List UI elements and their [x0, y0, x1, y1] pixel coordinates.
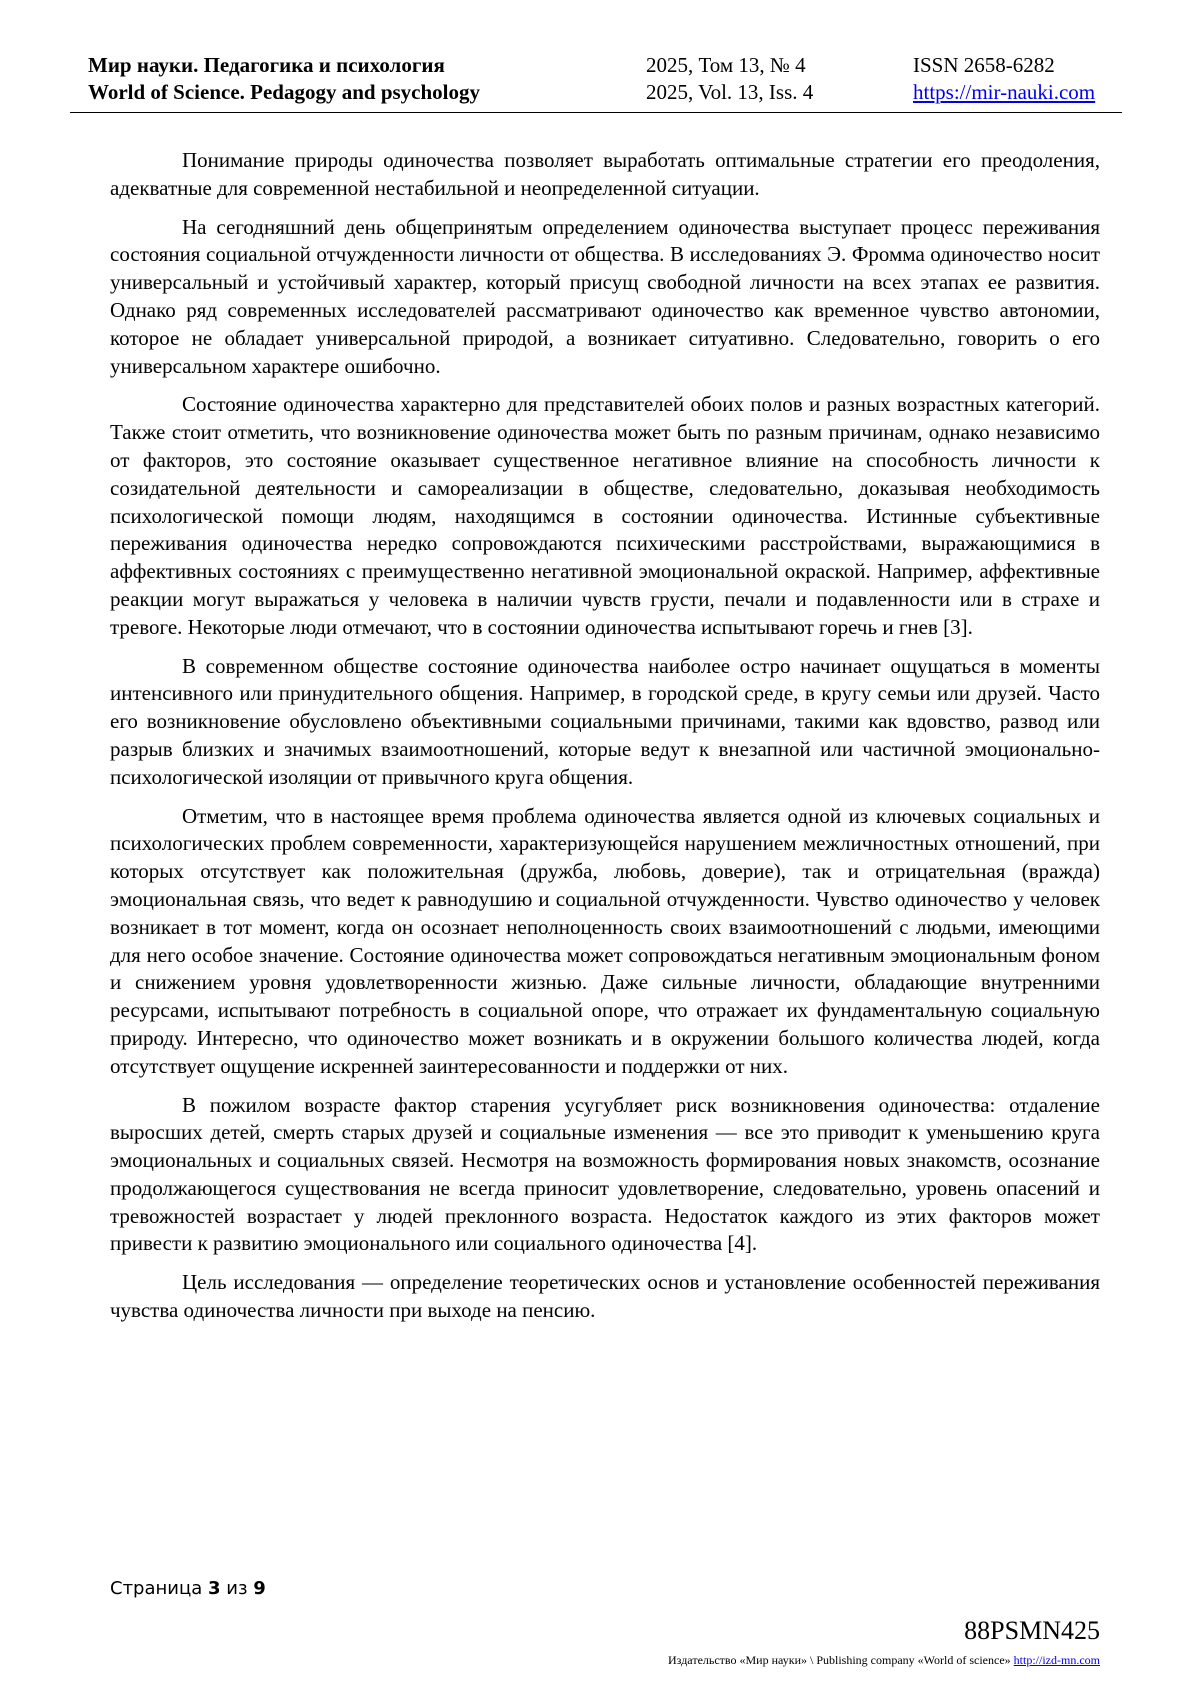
issue-en: 2025, Vol. 13, Iss. 4 [646, 80, 814, 104]
journal-title-en: World of Science. Pedagogy and psychology [88, 80, 481, 104]
page-label: Страница [110, 1578, 203, 1599]
paragraph-1: Понимание природы одиночества позволяет выработать оптимальные стратегии его преодоления, адекватные для современной нестабильной и неопределенной ситуации. [110, 148, 1100, 200]
issn: ISSN 2658-6282 [913, 53, 1055, 77]
page-number [110, 1578, 266, 1599]
paragraph-4: В современном обществе состояние одиночества наиболее остро начинает ощущаться в моменты интенсивного или принудительного общения. Например, в городской среде, в кругу семьи или друзей. Часто его возникновение обусловлено объективными социальными причинами, такими как вдовство, развод или разрыв близких и значимых взаимоотношений, которые ведут к внезапной или частичной эмоционально-психологической изоляции от привычного круга общения. [110, 653, 1100, 789]
issue-ru: 2025, Том 13, № 4 [646, 53, 806, 77]
publisher-url-link[interactable]: http://izd-mn.com [1013, 1653, 1100, 1667]
issn-block [913, 52, 1095, 106]
publisher-text: Издательство «Мир науки» \ Publishing company «World of science» [668, 1653, 1011, 1667]
paragraph-2: На сегодняшний день общепринятым определением одиночества выступает процесс переживания состояния социальной отчужденности личности от общества. В исследованиях Э. Фромма одиночество носит универсальный и устойчивый характер, который присущ свободной личности на всех этапах ее развития. Однако ряд современных исследователей рассматривают одиночество как временное чувство автономии, которое не обладает универсальной природой, а возникает ситуативно. Следовательно, говорить о его универсальном характере ошибочно. [110, 214, 1100, 378]
journal-title-ru: Мир науки. Педагогика и психология [88, 53, 445, 77]
issue-block [646, 52, 813, 106]
running-header [70, 52, 1122, 113]
journal-title-block [88, 52, 480, 106]
paragraph-3: Состояние одиночества характерно для представителей обоих полов и разных возрастных категорий. Также стоит отметить, что возникновение одиночества может быть по разным причинам, однако независимо от факторов, это состояние оказывает существенное негативное влияние на способность личности к созидательной деятельности и самореализации в обществе, следовательно, доказывая необходимость психологической помощи людям, находящимся в состоянии одиночества. Истинные субъективные переживания одиночества нередко сопровождаются психическими расстройствами, выражающимися в аффективных состояниях с преимущественно негативной эмоциональной окраской. Например, аффективные реакции могут выражаться у человека в наличии чувств грусти, печали и подавленности или в страхе и тревоге. Некоторые люди отмечают, что в состоянии одиночества испытывают горечь и гнев [3]. [110, 392, 1100, 639]
paragraph-6: В пожилом возрасте фактор старения усугубляет риск возникновения одиночества: отдаление выросших детей, смерть старых друзей и социальные изменения — все это приводит к уменьшению круга эмоциональных и социальных связей. Несмотря на возможность формирования новых знакомств, осознание продолжающегося существования не всегда приносит удовлетворение, следовательно, уровень опасений и тревожностей возрастает у людей преклонного возраста. Недостаток каждого из этих факторов может привести к развитию эмоционального или социального одиночества [4]. [110, 1092, 1100, 1256]
article-body [110, 147, 1100, 1336]
paragraph-5: Отметим, что в настоящее время проблема одиночества является одной из ключевых социальных и психологических проблем современности, характеризующейся нарушением межличностных отношений, при которых отсутствует как положительная (дружба, любовь, доверие), так и отрицательная (вражда) эмоциональная связь, что ведет к равнодушию и социальной отчужденности. Чувство одиночество у человек возникает в тот момент, когда он осознает неполноценность своих взаимоотношений с людьми, имеющими для него особое значение. Состояние одиночества может сопровождаться негативным эмоциональным фоном и снижением уровня удовлетворенности жизнью. Даже сильные личности, обладающие внутренними ресурсами, испытывают потребность в социальной опоре, что отражает их фундаментальную социальную природу. Интересно, что одиночество может возникать и в окружении большого количества людей, когда отсутствует ощущение искренней заинтересованности и поддержки от них. [110, 803, 1100, 1078]
publisher-line [668, 1653, 1100, 1668]
journal-url-link[interactable]: https://mir-nauki.com [913, 80, 1096, 104]
page-current: 3 [208, 1578, 221, 1599]
page-total: 9 [253, 1578, 266, 1599]
paragraph-7: Цель исследования — определение теоретических основ и установление особенностей переживания чувства одиночества личности при выходе на пенсию. [110, 1270, 1100, 1323]
page-of: из [226, 1578, 248, 1599]
article-code: 88PSMN425 [964, 1616, 1100, 1645]
